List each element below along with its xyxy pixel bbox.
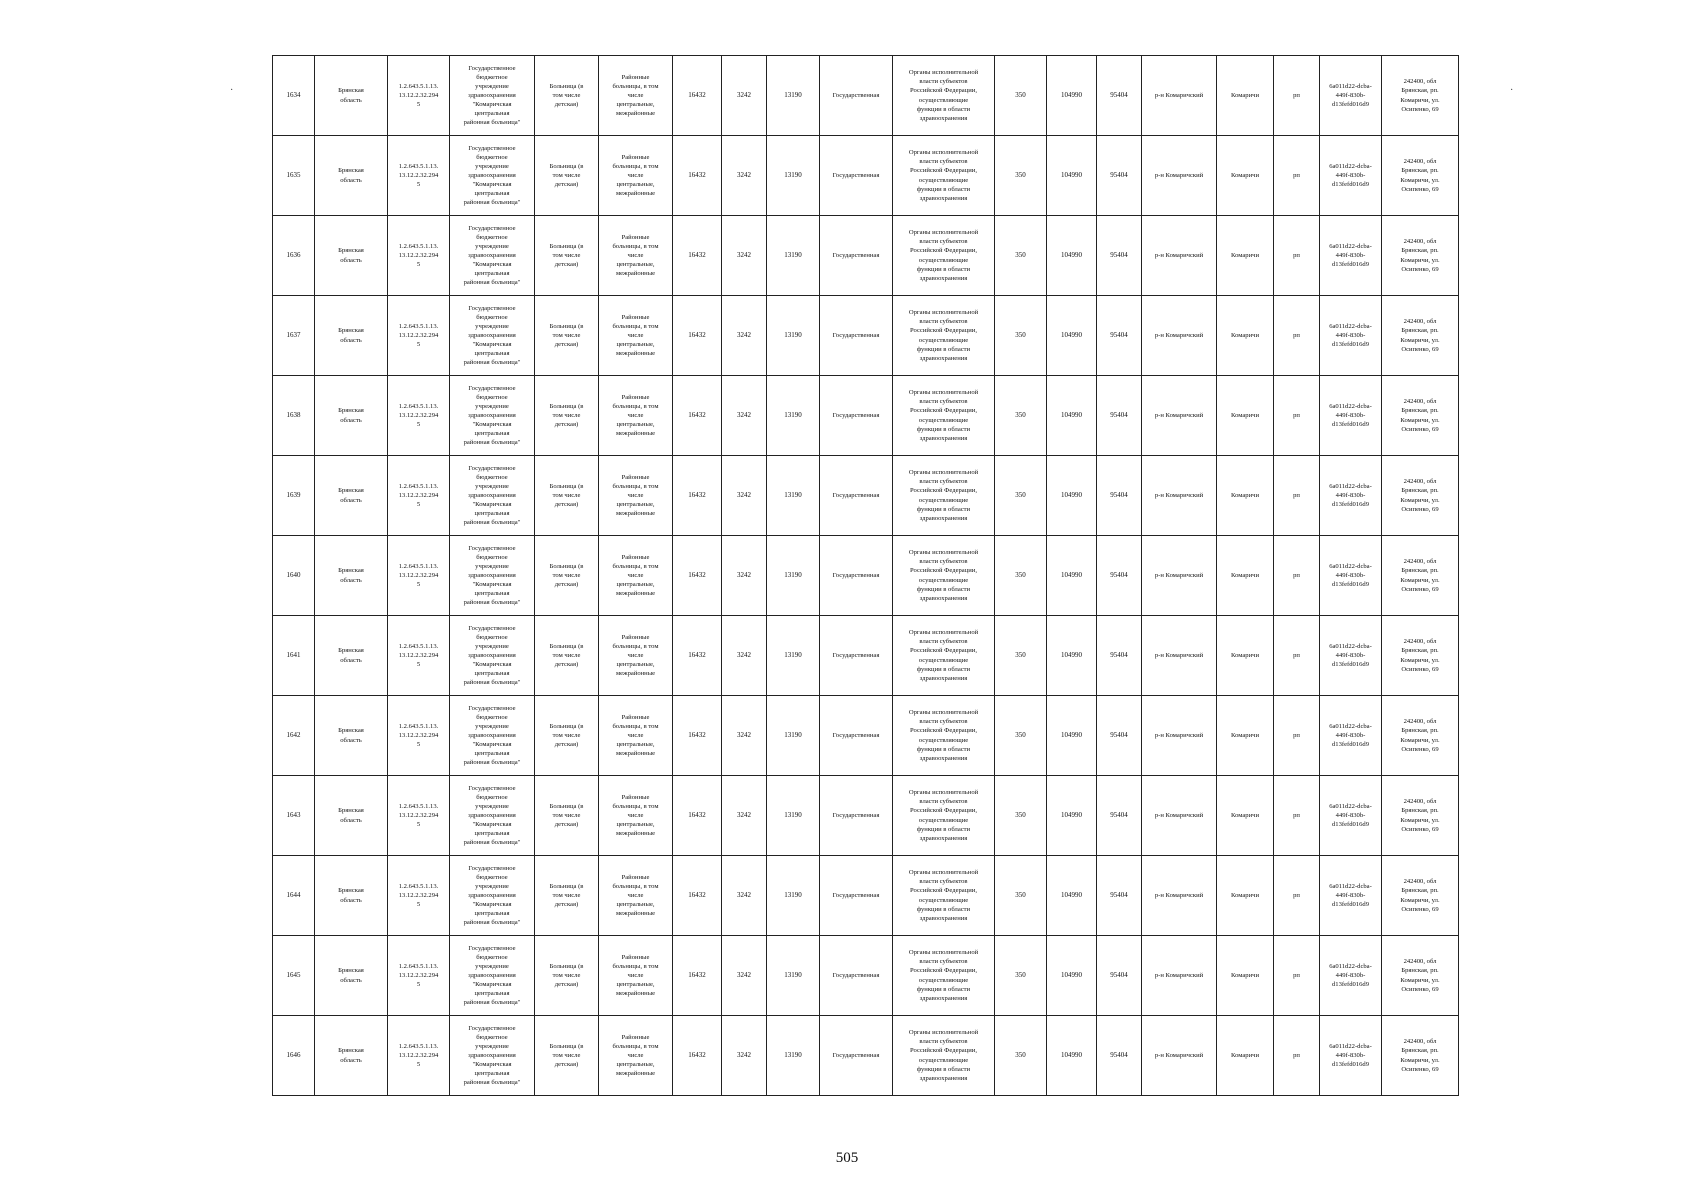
cell-v1: 16432 — [673, 856, 722, 936]
cell-address: 242400, обл Брянская, рп. Комаричи, ул. Осипенко, 69 — [1382, 136, 1459, 216]
cell-authority: Органы исполнительной власти субъектов Российской Федерации, осуществляющие функции в области здравоохранения — [893, 376, 995, 456]
cell-v3: 13190 — [767, 56, 820, 136]
cell-authority: Органы исполнительной власти субъектов Российской Федерации, осуществляющие функции в области здравоохранения — [893, 536, 995, 616]
cell-n: 1646 — [273, 1016, 315, 1096]
cell-c1: 350 — [995, 376, 1047, 456]
cell-subtype: Районные больницы, в том числе центральные, межрайонные — [599, 216, 673, 296]
cell-c1: 350 — [995, 776, 1047, 856]
cell-region: Брянская область — [315, 536, 388, 616]
cell-ownership: Государственная — [820, 456, 893, 536]
cell-v3: 13190 — [767, 696, 820, 776]
cell-v1: 16432 — [673, 776, 722, 856]
cell-ownership: Государственная — [820, 696, 893, 776]
table-row — [273, 616, 1459, 696]
cell-subtype: Районные больницы, в том числе центральные, межрайонные — [599, 776, 673, 856]
cell-locality: Комаричи — [1217, 856, 1274, 936]
cell-v3: 13190 — [767, 936, 820, 1016]
cell-code: 1.2.643.5.1.13. 13.12.2.32.294 5 — [388, 856, 450, 936]
cell-v1: 16432 — [673, 1016, 722, 1096]
cell-code: 1.2.643.5.1.13. 13.12.2.32.294 5 — [388, 376, 450, 456]
cell-guid: 6a011d22-dcba- 449f-830b- d13fefd016d9 — [1320, 696, 1382, 776]
table-row — [273, 776, 1459, 856]
cell-guid: 6a011d22-dcba- 449f-830b- d13fefd016d9 — [1320, 616, 1382, 696]
cell-region: Брянская область — [315, 696, 388, 776]
cell-locality: Комаричи — [1217, 536, 1274, 616]
cell-authority: Органы исполнительной власти субъектов Российской Федерации, осуществляющие функции в области здравоохранения — [893, 296, 995, 376]
cell-loc-type: рп — [1274, 696, 1320, 776]
cell-ownership: Государственная — [820, 56, 893, 136]
cell-ownership: Государственная — [820, 856, 893, 936]
cell-loc-type: рп — [1274, 616, 1320, 696]
cell-district: р-н Комаричский — [1142, 776, 1217, 856]
page-number: 505 — [835, 1150, 859, 1166]
cell-v3: 13190 — [767, 216, 820, 296]
cell-guid: 6a011d22-dcba- 449f-830b- d13fefd016d9 — [1320, 376, 1382, 456]
cell-c1: 350 — [995, 536, 1047, 616]
cell-type: Больница (в том числе детская) — [535, 616, 599, 696]
cell-n: 1645 — [273, 936, 315, 1016]
cell-v1: 16432 — [673, 56, 722, 136]
cell-authority: Органы исполнительной власти субъектов Российской Федерации, осуществляющие функции в области здравоохранения — [893, 616, 995, 696]
cell-loc-type: рп — [1274, 296, 1320, 376]
cell-type: Больница (в том числе детская) — [535, 776, 599, 856]
cell-v2: 3242 — [722, 296, 767, 376]
cell-c2: 104990 — [1047, 456, 1097, 536]
cell-authority: Органы исполнительной власти субъектов Российской Федерации, осуществляющие функции в области здравоохранения — [893, 936, 995, 1016]
cell-district: р-н Комаричский — [1142, 456, 1217, 536]
cell-authority: Органы исполнительной власти субъектов Российской Федерации, осуществляющие функции в области здравоохранения — [893, 136, 995, 216]
cell-n: 1635 — [273, 136, 315, 216]
cell-org: Государственное бюджетное учреждение здравоохранения "Комаричская центральная районная больница" — [450, 216, 535, 296]
cell-n: 1636 — [273, 216, 315, 296]
cell-address: 242400, обл Брянская, рп. Комаричи, ул. Осипенко, 69 — [1382, 376, 1459, 456]
cell-guid: 6a011d22-dcba- 449f-830b- d13fefd016d9 — [1320, 936, 1382, 1016]
cell-region: Брянская область — [315, 856, 388, 936]
cell-v2: 3242 — [722, 216, 767, 296]
table-row — [273, 936, 1459, 1016]
cell-ownership: Государственная — [820, 296, 893, 376]
cell-c1: 350 — [995, 296, 1047, 376]
cell-locality: Комаричи — [1217, 376, 1274, 456]
cell-type: Больница (в том числе детская) — [535, 376, 599, 456]
cell-type: Больница (в том числе детская) — [535, 456, 599, 536]
cell-ownership: Государственная — [820, 1016, 893, 1096]
cell-guid: 6a011d22-dcba- 449f-830b- d13fefd016d9 — [1320, 536, 1382, 616]
cell-subtype: Районные больницы, в том числе центральные, межрайонные — [599, 856, 673, 936]
cell-ownership: Государственная — [820, 536, 893, 616]
cell-locality: Комаричи — [1217, 1016, 1274, 1096]
cell-org: Государственное бюджетное учреждение здравоохранения "Комаричская центральная районная больница" — [450, 1016, 535, 1096]
cell-v1: 16432 — [673, 696, 722, 776]
cell-code: 1.2.643.5.1.13. 13.12.2.32.294 5 — [388, 296, 450, 376]
cell-guid: 6a011d22-dcba- 449f-830b- d13fefd016d9 — [1320, 856, 1382, 936]
cell-region: Брянская область — [315, 296, 388, 376]
table-row — [273, 1016, 1459, 1096]
cell-v1: 16432 — [673, 936, 722, 1016]
cell-type: Больница (в том числе детская) — [535, 216, 599, 296]
cell-region: Брянская область — [315, 936, 388, 1016]
cell-n: 1634 — [273, 56, 315, 136]
cell-authority: Органы исполнительной власти субъектов Российской Федерации, осуществляющие функции в области здравоохранения — [893, 1016, 995, 1096]
cell-v1: 16432 — [673, 376, 722, 456]
cell-org: Государственное бюджетное учреждение здравоохранения "Комаричская центральная районная больница" — [450, 536, 535, 616]
cell-address: 242400, обл Брянская, рп. Комаричи, ул. Осипенко, 69 — [1382, 616, 1459, 696]
cell-locality: Комаричи — [1217, 456, 1274, 536]
cell-guid: 6a011d22-dcba- 449f-830b- d13fefd016d9 — [1320, 776, 1382, 856]
cell-address: 242400, обл Брянская, рп. Комаричи, ул. Осипенко, 69 — [1382, 216, 1459, 296]
cell-v2: 3242 — [722, 776, 767, 856]
cell-c2: 104990 — [1047, 136, 1097, 216]
cell-loc-type: рп — [1274, 776, 1320, 856]
cell-code: 1.2.643.5.1.13. 13.12.2.32.294 5 — [388, 696, 450, 776]
cell-c3: 95404 — [1097, 56, 1142, 136]
cell-org: Государственное бюджетное учреждение здравоохранения "Комаричская центральная районная больница" — [450, 856, 535, 936]
cell-district: р-н Комаричский — [1142, 936, 1217, 1016]
cell-v3: 13190 — [767, 536, 820, 616]
cell-c3: 95404 — [1097, 456, 1142, 536]
cell-v2: 3242 — [722, 56, 767, 136]
cell-v1: 16432 — [673, 456, 722, 536]
cell-authority: Органы исполнительной власти субъектов Российской Федерации, осуществляющие функции в области здравоохранения — [893, 776, 995, 856]
cell-ownership: Государственная — [820, 216, 893, 296]
cell-locality: Комаричи — [1217, 696, 1274, 776]
cell-ownership: Государственная — [820, 936, 893, 1016]
cell-district: р-н Комаричский — [1142, 376, 1217, 456]
cell-v2: 3242 — [722, 376, 767, 456]
cell-region: Брянская область — [315, 456, 388, 536]
cell-c3: 95404 — [1097, 296, 1142, 376]
cell-loc-type: рп — [1274, 216, 1320, 296]
cell-c2: 104990 — [1047, 696, 1097, 776]
cell-c3: 95404 — [1097, 696, 1142, 776]
table-row — [273, 376, 1459, 456]
cell-loc-type: рп — [1274, 456, 1320, 536]
cell-c1: 350 — [995, 136, 1047, 216]
cell-subtype: Районные больницы, в том числе центральные, межрайонные — [599, 456, 673, 536]
cell-authority: Органы исполнительной власти субъектов Российской Федерации, осуществляющие функции в области здравоохранения — [893, 696, 995, 776]
cell-c1: 350 — [995, 456, 1047, 536]
cell-loc-type: рп — [1274, 56, 1320, 136]
cell-c2: 104990 — [1047, 1016, 1097, 1096]
cell-org: Государственное бюджетное учреждение здравоохранения "Комаричская центральная районная больница" — [450, 296, 535, 376]
cell-n: 1639 — [273, 456, 315, 536]
cell-v2: 3242 — [722, 616, 767, 696]
cell-org: Государственное бюджетное учреждение здравоохранения "Комаричская центральная районная больница" — [450, 376, 535, 456]
cell-code: 1.2.643.5.1.13. 13.12.2.32.294 5 — [388, 776, 450, 856]
cell-c3: 95404 — [1097, 616, 1142, 696]
cell-c2: 104990 — [1047, 616, 1097, 696]
cell-guid: 6a011d22-dcba- 449f-830b- d13fefd016d9 — [1320, 1016, 1382, 1096]
cell-region: Брянская область — [315, 56, 388, 136]
cell-loc-type: рп — [1274, 936, 1320, 1016]
cell-c2: 104990 — [1047, 376, 1097, 456]
cell-authority: Органы исполнительной власти субъектов Российской Федерации, осуществляющие функции в области здравоохранения — [893, 56, 995, 136]
table-row — [273, 296, 1459, 376]
cell-v2: 3242 — [722, 536, 767, 616]
cell-c1: 350 — [995, 856, 1047, 936]
cell-org: Государственное бюджетное учреждение здравоохранения "Комаричская центральная районная больница" — [450, 136, 535, 216]
cell-guid: 6a011d22-dcba- 449f-830b- d13fefd016d9 — [1320, 56, 1382, 136]
cell-loc-type: рп — [1274, 376, 1320, 456]
cell-subtype: Районные больницы, в том числе центральные, межрайонные — [599, 536, 673, 616]
cell-locality: Комаричи — [1217, 296, 1274, 376]
cell-subtype: Районные больницы, в том числе центральные, межрайонные — [599, 1016, 673, 1096]
cell-c3: 95404 — [1097, 776, 1142, 856]
cell-code: 1.2.643.5.1.13. 13.12.2.32.294 5 — [388, 456, 450, 536]
cell-org: Государственное бюджетное учреждение здравоохранения "Комаричская центральная районная больница" — [450, 696, 535, 776]
cell-code: 1.2.643.5.1.13. 13.12.2.32.294 5 — [388, 136, 450, 216]
cell-v2: 3242 — [722, 936, 767, 1016]
cell-n: 1638 — [273, 376, 315, 456]
cell-org: Государственное бюджетное учреждение здравоохранения "Комаричская центральная районная больница" — [450, 616, 535, 696]
cell-c3: 95404 — [1097, 536, 1142, 616]
cell-v1: 16432 — [673, 616, 722, 696]
cell-code: 1.2.643.5.1.13. 13.12.2.32.294 5 — [388, 216, 450, 296]
cell-address: 242400, обл Брянская, рп. Комаричи, ул. Осипенко, 69 — [1382, 456, 1459, 536]
cell-v1: 16432 — [673, 296, 722, 376]
cell-district: р-н Комаричский — [1142, 136, 1217, 216]
cell-v3: 13190 — [767, 296, 820, 376]
cell-address: 242400, обл Брянская, рп. Комаричи, ул. Осипенко, 69 — [1382, 1016, 1459, 1096]
cell-address: 242400, обл Брянская, рп. Комаричи, ул. Осипенко, 69 — [1382, 856, 1459, 936]
cell-region: Брянская область — [315, 776, 388, 856]
cell-type: Больница (в том числе детская) — [535, 56, 599, 136]
cell-locality: Комаричи — [1217, 56, 1274, 136]
cell-district: р-н Комаричский — [1142, 216, 1217, 296]
cell-subtype: Районные больницы, в том числе центральные, межрайонные — [599, 296, 673, 376]
cell-v2: 3242 — [722, 456, 767, 536]
cell-locality: Комаричи — [1217, 936, 1274, 1016]
cell-org: Государственное бюджетное учреждение здравоохранения "Комаричская центральная районная больница" — [450, 56, 535, 136]
cell-c2: 104990 — [1047, 776, 1097, 856]
cell-region: Брянская область — [315, 616, 388, 696]
cell-address: 242400, обл Брянская, рп. Комаричи, ул. Осипенко, 69 — [1382, 536, 1459, 616]
cell-code: 1.2.643.5.1.13. 13.12.2.32.294 5 — [388, 536, 450, 616]
cell-locality: Комаричи — [1217, 616, 1274, 696]
cell-region: Брянская область — [315, 216, 388, 296]
cell-c3: 95404 — [1097, 1016, 1142, 1096]
cell-loc-type: рп — [1274, 856, 1320, 936]
table-row — [273, 536, 1459, 616]
cell-loc-type: рп — [1274, 136, 1320, 216]
cell-district: р-н Комаричский — [1142, 856, 1217, 936]
cell-v3: 13190 — [767, 376, 820, 456]
cell-v2: 3242 — [722, 696, 767, 776]
cell-district: р-н Комаричский — [1142, 616, 1217, 696]
cell-v2: 3242 — [722, 136, 767, 216]
cell-c1: 350 — [995, 56, 1047, 136]
cell-district: р-н Комаричский — [1142, 56, 1217, 136]
cell-ownership: Государственная — [820, 376, 893, 456]
cell-subtype: Районные больницы, в том числе центральные, межрайонные — [599, 616, 673, 696]
cell-v3: 13190 — [767, 776, 820, 856]
cell-c2: 104990 — [1047, 536, 1097, 616]
cell-v3: 13190 — [767, 856, 820, 936]
cell-guid: 6a011d22-dcba- 449f-830b- d13fefd016d9 — [1320, 216, 1382, 296]
cell-org: Государственное бюджетное учреждение здравоохранения "Комаричская центральная районная больница" — [450, 936, 535, 1016]
cell-c1: 350 — [995, 216, 1047, 296]
cell-n: 1642 — [273, 696, 315, 776]
cell-c2: 104990 — [1047, 936, 1097, 1016]
cell-n: 1644 — [273, 856, 315, 936]
cell-guid: 6a011d22-dcba- 449f-830b- d13fefd016d9 — [1320, 456, 1382, 536]
cell-c1: 350 — [995, 616, 1047, 696]
cell-v1: 16432 — [673, 136, 722, 216]
cell-c3: 95404 — [1097, 216, 1142, 296]
cell-district: р-н Комаричский — [1142, 296, 1217, 376]
cell-type: Больница (в том числе детская) — [535, 696, 599, 776]
cell-type: Больница (в том числе детская) — [535, 536, 599, 616]
cell-loc-type: рп — [1274, 536, 1320, 616]
cell-c2: 104990 — [1047, 216, 1097, 296]
scan-mark-right: · — [1510, 85, 1514, 96]
cell-type: Больница (в том числе детская) — [535, 296, 599, 376]
cell-type: Больница (в том числе детская) — [535, 136, 599, 216]
cell-type: Больница (в том числе детская) — [535, 936, 599, 1016]
cell-v2: 3242 — [722, 1016, 767, 1096]
cell-locality: Комаричи — [1217, 136, 1274, 216]
cell-c2: 104990 — [1047, 296, 1097, 376]
cell-ownership: Государственная — [820, 776, 893, 856]
cell-address: 242400, обл Брянская, рп. Комаричи, ул. Осипенко, 69 — [1382, 296, 1459, 376]
cell-org: Государственное бюджетное учреждение здравоохранения "Комаричская центральная районная больница" — [450, 456, 535, 536]
cell-authority: Органы исполнительной власти субъектов Российской Федерации, осуществляющие функции в области здравоохранения — [893, 856, 995, 936]
table-row — [273, 856, 1459, 936]
cell-region: Брянская область — [315, 376, 388, 456]
cell-v3: 13190 — [767, 456, 820, 536]
cell-v1: 16432 — [673, 536, 722, 616]
table-row — [273, 216, 1459, 296]
table-body — [273, 56, 1459, 1096]
cell-c2: 104990 — [1047, 856, 1097, 936]
cell-code: 1.2.643.5.1.13. 13.12.2.32.294 5 — [388, 56, 450, 136]
cell-locality: Комаричи — [1217, 776, 1274, 856]
cell-guid: 6a011d22-dcba- 449f-830b- d13fefd016d9 — [1320, 136, 1382, 216]
cell-v2: 3242 — [722, 856, 767, 936]
cell-subtype: Районные больницы, в том числе центральные, межрайонные — [599, 136, 673, 216]
cell-address: 242400, обл Брянская, рп. Комаричи, ул. Осипенко, 69 — [1382, 776, 1459, 856]
cell-address: 242400, обл Брянская, рп. Комаричи, ул. Осипенко, 69 — [1382, 696, 1459, 776]
cell-region: Брянская область — [315, 136, 388, 216]
document-page — [272, 55, 1458, 1096]
cell-address: 242400, обл Брянская, рп. Комаричи, ул. Осипенко, 69 — [1382, 936, 1459, 1016]
cell-district: р-н Комаричский — [1142, 696, 1217, 776]
scan-mark-left: · — [230, 85, 234, 96]
cell-ownership: Государственная — [820, 136, 893, 216]
cell-subtype: Районные больницы, в том числе центральные, межрайонные — [599, 376, 673, 456]
table-row — [273, 136, 1459, 216]
cell-ownership: Государственная — [820, 616, 893, 696]
cell-subtype: Районные больницы, в том числе центральные, межрайонные — [599, 936, 673, 1016]
cell-v1: 16432 — [673, 216, 722, 296]
cell-subtype: Районные больницы, в том числе центральные, межрайонные — [599, 56, 673, 136]
cell-district: р-н Комаричский — [1142, 1016, 1217, 1096]
cell-address: 242400, обл Брянская, рп. Комаричи, ул. Осипенко, 69 — [1382, 56, 1459, 136]
cell-c2: 104990 — [1047, 56, 1097, 136]
cell-v3: 13190 — [767, 616, 820, 696]
cell-n: 1643 — [273, 776, 315, 856]
cell-c3: 95404 — [1097, 376, 1142, 456]
cell-type: Больница (в том числе детская) — [535, 1016, 599, 1096]
cell-c3: 95404 — [1097, 936, 1142, 1016]
cell-n: 1637 — [273, 296, 315, 376]
cell-type: Больница (в том числе детская) — [535, 856, 599, 936]
cell-v3: 13190 — [767, 136, 820, 216]
cell-code: 1.2.643.5.1.13. 13.12.2.32.294 5 — [388, 616, 450, 696]
facility-table — [272, 55, 1459, 1096]
cell-authority: Органы исполнительной власти субъектов Российской Федерации, осуществляющие функции в области здравоохранения — [893, 216, 995, 296]
cell-code: 1.2.643.5.1.13. 13.12.2.32.294 5 — [388, 1016, 450, 1096]
cell-c1: 350 — [995, 696, 1047, 776]
cell-c3: 95404 — [1097, 856, 1142, 936]
table-row — [273, 456, 1459, 536]
cell-region: Брянская область — [315, 1016, 388, 1096]
cell-v3: 13190 — [767, 1016, 820, 1096]
cell-c3: 95404 — [1097, 136, 1142, 216]
cell-n: 1641 — [273, 616, 315, 696]
cell-subtype: Районные больницы, в том числе центральные, межрайонные — [599, 696, 673, 776]
cell-district: р-н Комаричский — [1142, 536, 1217, 616]
cell-c1: 350 — [995, 936, 1047, 1016]
cell-c1: 350 — [995, 1016, 1047, 1096]
table-row — [273, 696, 1459, 776]
cell-code: 1.2.643.5.1.13. 13.12.2.32.294 5 — [388, 936, 450, 1016]
table-row — [273, 56, 1459, 136]
cell-org: Государственное бюджетное учреждение здравоохранения "Комаричская центральная районная больница" — [450, 776, 535, 856]
cell-n: 1640 — [273, 536, 315, 616]
cell-loc-type: рп — [1274, 1016, 1320, 1096]
cell-locality: Комаричи — [1217, 216, 1274, 296]
cell-authority: Органы исполнительной власти субъектов Российской Федерации, осуществляющие функции в области здравоохранения — [893, 456, 995, 536]
cell-guid: 6a011d22-dcba- 449f-830b- d13fefd016d9 — [1320, 296, 1382, 376]
